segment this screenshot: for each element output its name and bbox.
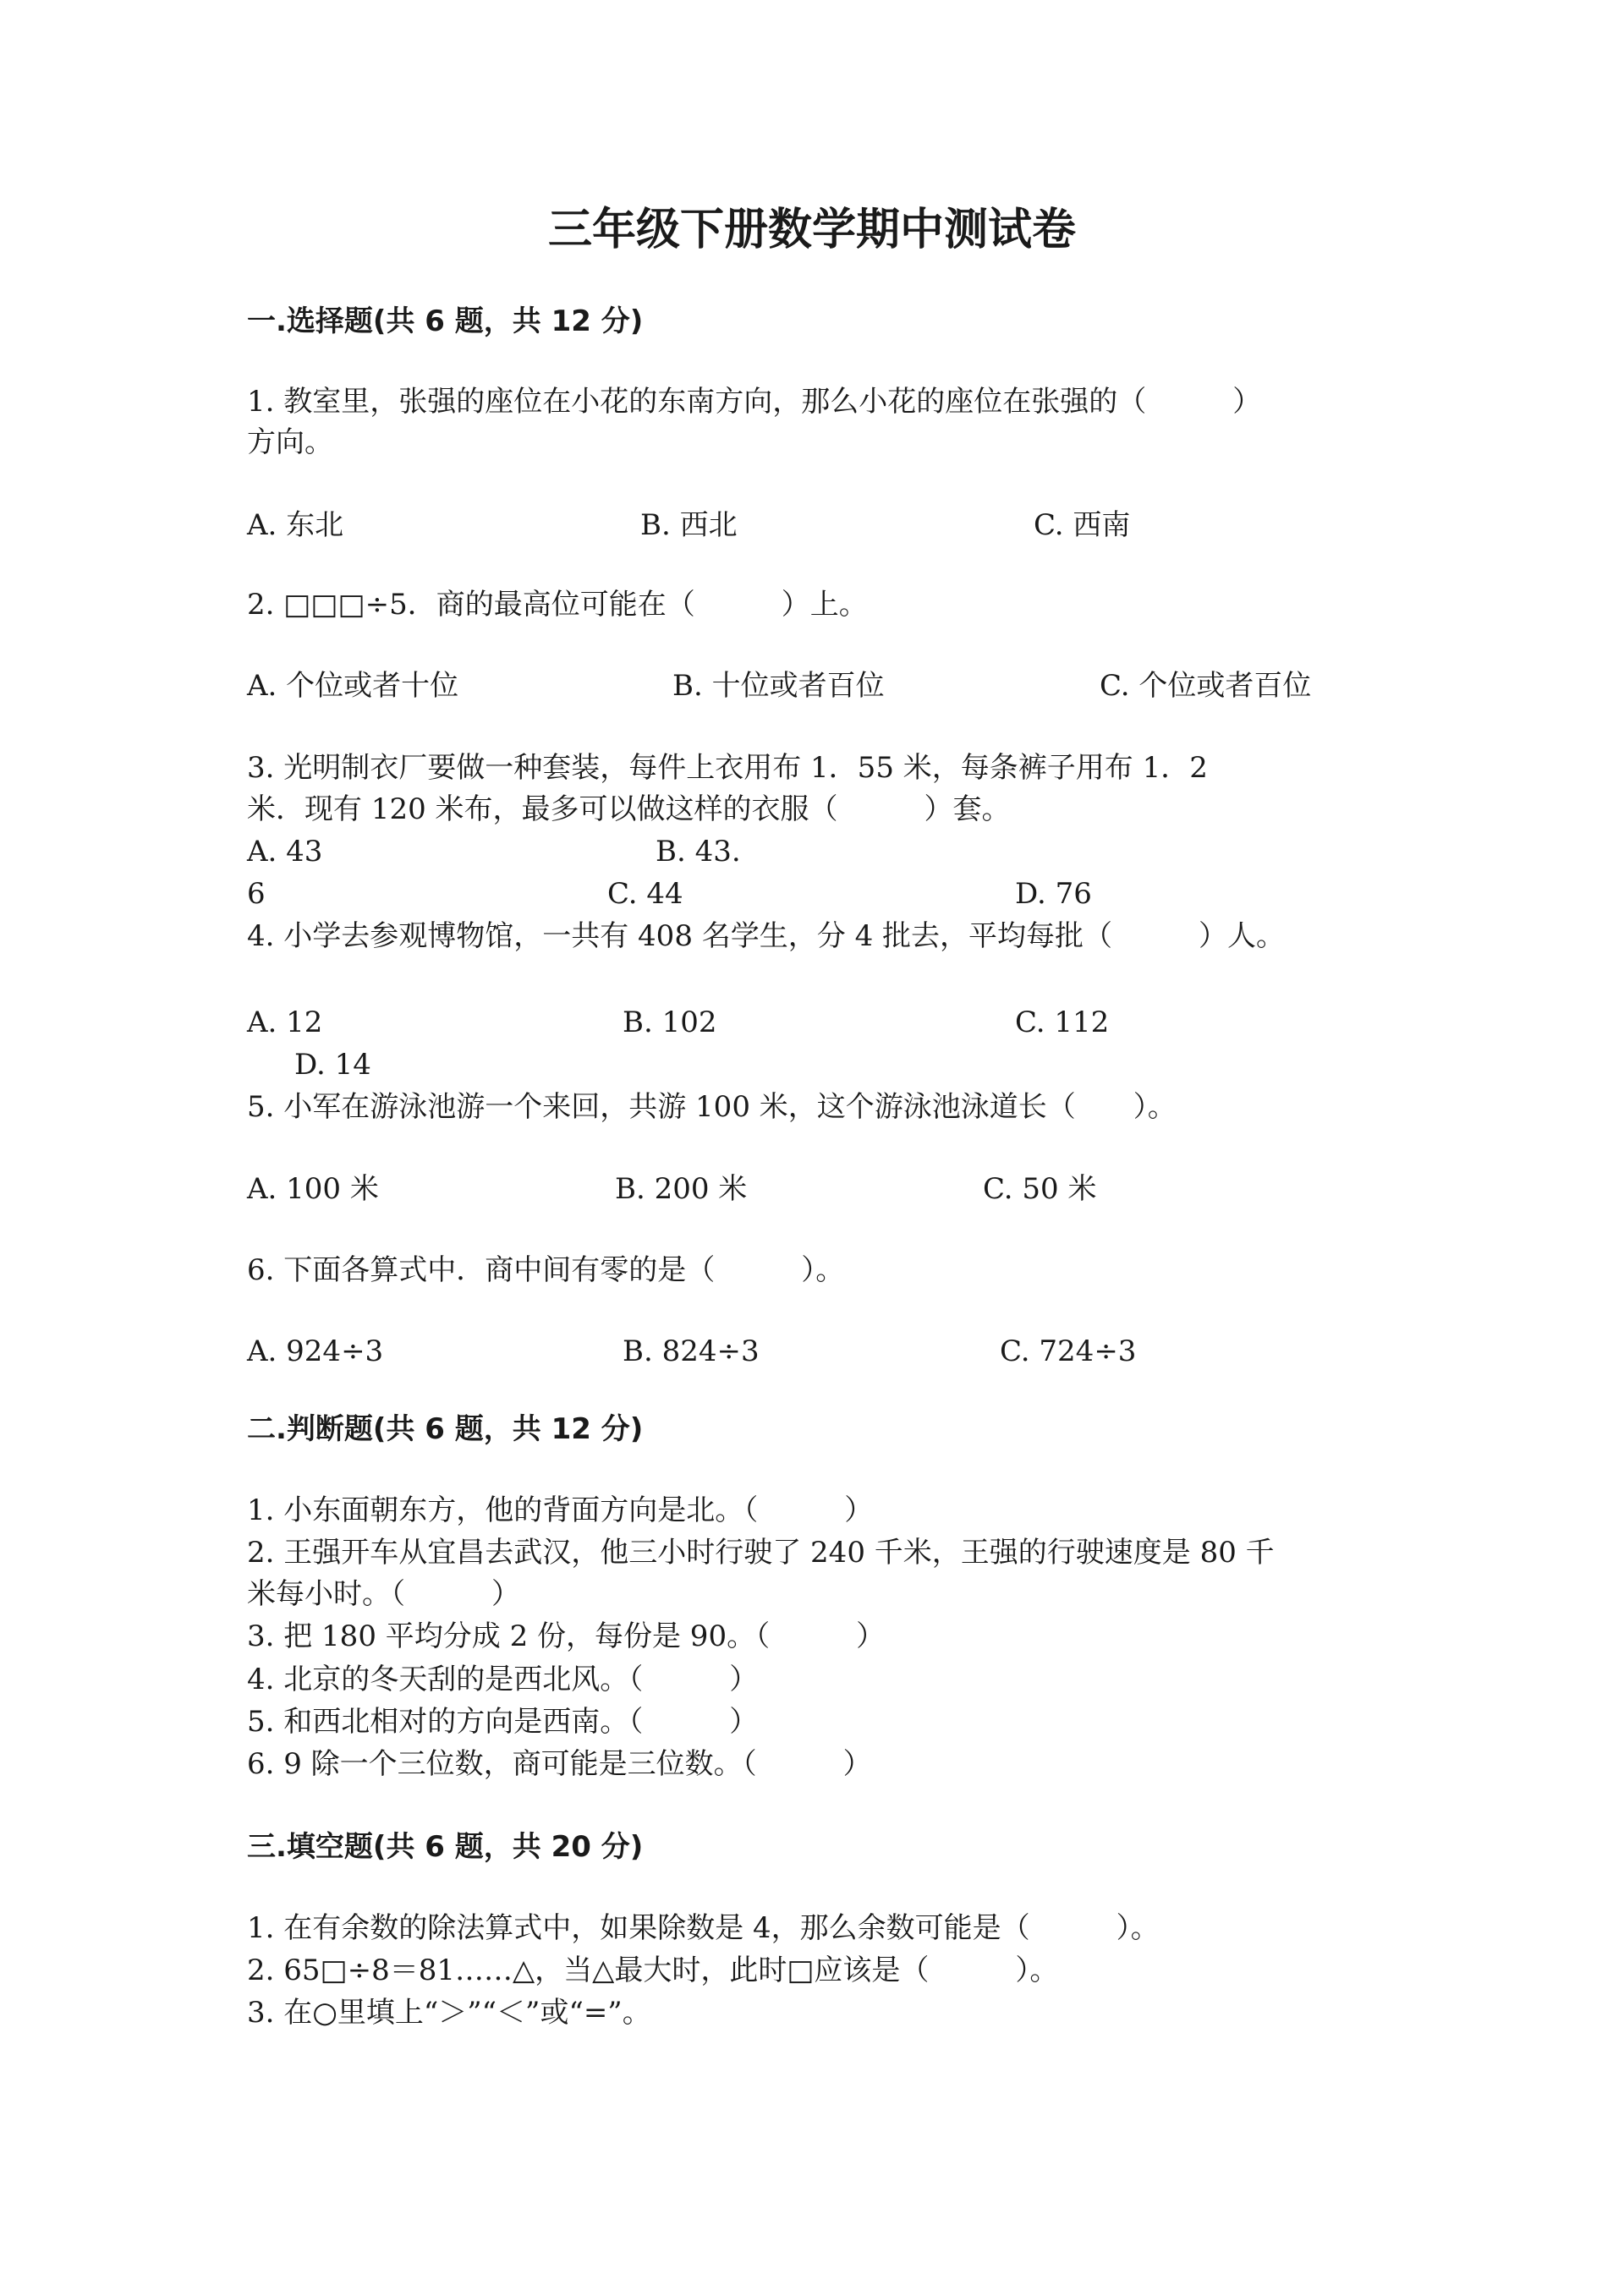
choice-q5-option-a: A. 100 米: [247, 1172, 379, 1206]
choice-q4-option-a: A. 12: [247, 1006, 323, 1039]
fill-blank-q3: 3. 在○里填上“＞”“＜”或“=”。: [247, 1996, 651, 2030]
choice-q3-option-c: C. 44: [607, 877, 683, 911]
choice-q2-option-c: C. 个位或者百位: [1100, 669, 1312, 703]
choice-q3-text: 3. 光明制衣厂要做一种套装，每件上衣用布 1．55 米，每条裤子用布 1．2: [247, 751, 1208, 785]
choice-q1-text: 1. 教室里，张强的座位在小花的东南方向，那么小花的座位在张强的（ ）: [247, 385, 1262, 419]
choice-q3-option-d: D. 76: [1015, 877, 1092, 911]
choice-q1-option-a: A. 东北: [247, 508, 344, 542]
choice-q3-option-b: B. 43.: [656, 835, 741, 869]
choice-q4-option-c: C. 112: [1015, 1006, 1110, 1039]
choice-q1-option-b: B. 西北: [640, 508, 738, 542]
choice-q1-text-cont: 方向。: [247, 425, 333, 459]
choice-q6-text: 6. 下面各算式中．商中间有零的是（ ）。: [247, 1253, 845, 1287]
choice-q5-option-c: C. 50 米: [983, 1172, 1097, 1206]
section-heading-fill-blank: 三.填空题(共 6 题，共 20 分): [247, 1830, 644, 1864]
choice-q3-option-b-cont: 6: [247, 877, 266, 911]
choice-q2-option-a: A. 个位或者十位: [247, 669, 459, 703]
choice-q6-option-b: B. 824÷3: [623, 1334, 760, 1368]
judgement-q2: 2. 王强开车从宜昌去武汉，他三小时行驶了 240 千米，王强的行驶速度是 80 千: [247, 1536, 1275, 1570]
judgement-q2-cont: 米每小时。（ ）: [247, 1577, 520, 1611]
judgement-q3: 3. 把 180 平均分成 2 份，每份是 90。（ ）: [247, 1619, 886, 1653]
choice-q3-text-cont: 米．现有 120 米布，最多可以做这样的衣服（ ）套。: [247, 792, 1011, 826]
choice-q5-text: 5. 小军在游泳池游一个来回，共游 100 米，这个游泳池泳道长（ ）。: [247, 1090, 1177, 1124]
judgement-q6: 6. 9 除一个三位数，商可能是三位数。（ ）: [247, 1747, 872, 1781]
choice-q2-option-b: B. 十位或者百位: [672, 669, 885, 703]
fill-blank-q2: 2. 65□÷8＝81……△，当△最大时，此时□应该是（ ）。: [247, 1954, 1059, 1987]
judgement-q4: 4. 北京的冬天刮的是西北风。（ ）: [247, 1663, 759, 1696]
judgement-q1: 1. 小东面朝东方，他的背面方向是北。（ ）: [247, 1493, 874, 1527]
choice-q4-text: 4. 小学去参观博物馆，一共有 408 名学生，分 4 批去，平均每批（ ）人。: [247, 919, 1286, 953]
choice-q3-option-a: A. 43: [247, 835, 323, 869]
section-heading-judgement: 二.判断题(共 6 题，共 12 分): [247, 1412, 644, 1446]
fill-blank-q1: 1. 在有余数的除法算式中，如果除数是 4，那么余数可能是（ ）。: [247, 1911, 1160, 1945]
choice-q4-option-b: B. 102: [623, 1006, 717, 1039]
page-title: 三年级下册数学期中测试卷: [547, 204, 1076, 255]
choice-q2-text: 2. □□□÷5．商的最高位可能在（ ）上。: [247, 588, 868, 622]
choice-q4-option-d: D. 14: [294, 1048, 371, 1082]
judgement-q5: 5. 和西北相对的方向是西南。（ ）: [247, 1705, 759, 1739]
choice-q6-option-c: C. 724÷3: [1000, 1334, 1137, 1368]
choice-q1-option-c: C. 西南: [1034, 508, 1131, 542]
choice-q5-option-b: B. 200 米: [615, 1172, 748, 1206]
choice-q6-option-a: A. 924÷3: [247, 1334, 384, 1368]
section-heading-choice: 一.选择题(共 6 题，共 12 分): [247, 304, 644, 338]
